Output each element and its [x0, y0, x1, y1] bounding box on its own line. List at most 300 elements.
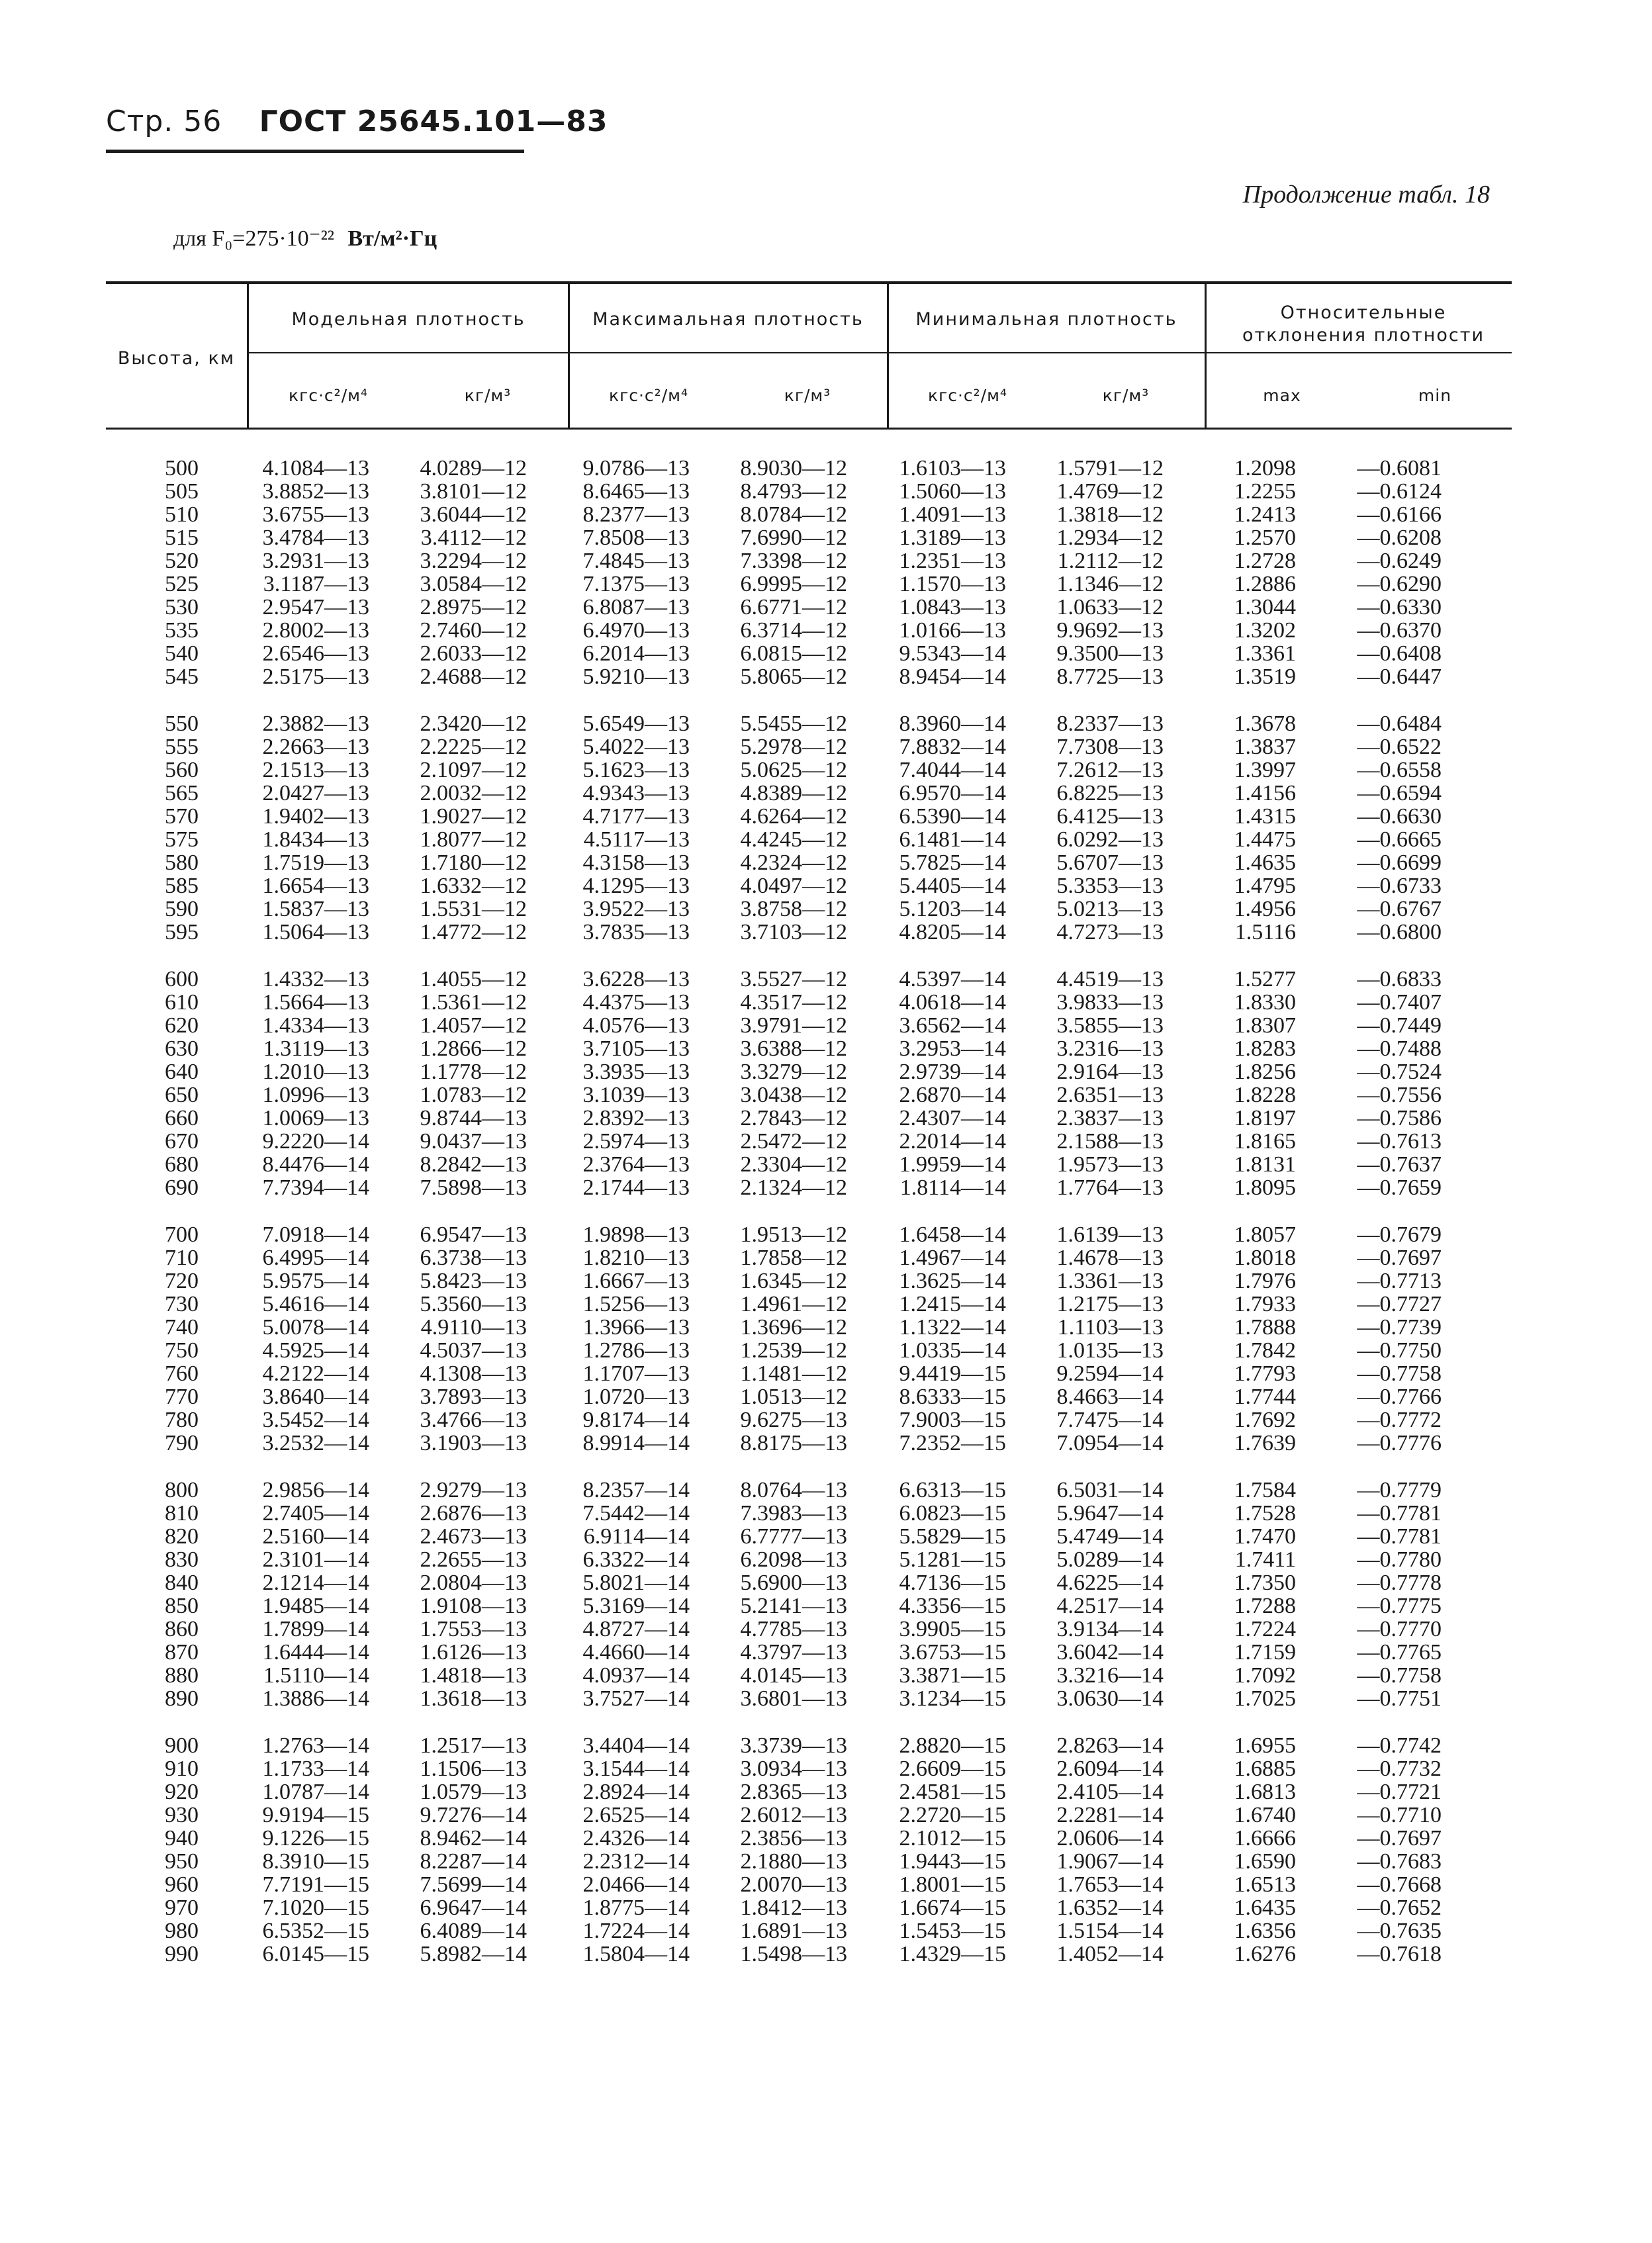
dev-min-cell: —0.6630 [1357, 804, 1442, 829]
min-kg-cell: 3.2316—13 [1056, 1036, 1164, 1061]
min-kgs-cell: 1.4967—14 [899, 1246, 1006, 1270]
dev-max-cell: 1.6435 [1234, 1896, 1296, 1920]
group-divider [248, 352, 568, 353]
model-kgs-cell: 1.3886—14 [262, 1686, 369, 1711]
model-kg-cell: 1.7553—13 [420, 1617, 527, 1641]
min-kgs-cell: 5.1281—15 [899, 1547, 1006, 1572]
min-kgs-cell: 5.5829—15 [899, 1524, 1006, 1549]
model-kgs-cell: 7.7394—14 [262, 1175, 369, 1200]
max-kg-cell: 8.8175—13 [740, 1431, 847, 1455]
min-kgs-cell: 1.2351—13 [899, 549, 1006, 573]
model-kgs-cell: 2.6546—13 [262, 641, 369, 666]
dev-max-cell: 1.4315 [1234, 804, 1296, 829]
model-kgs-cell: 1.0787—14 [262, 1780, 369, 1804]
max-kg-cell: 6.2098—13 [740, 1547, 847, 1572]
dev-min-cell: —0.7683 [1357, 1849, 1442, 1874]
min-kgs-cell: 3.6562—14 [899, 1013, 1006, 1038]
min-kgs-cell: 1.1570—13 [899, 572, 1006, 596]
dev-min-cell: —0.7613 [1357, 1129, 1442, 1154]
height-cell: 990 [165, 1942, 199, 1966]
min-kg-cell: 5.0213—13 [1056, 897, 1164, 921]
dev-max-cell: 1.8018 [1234, 1246, 1296, 1270]
max-kgs-cell: 4.4660—14 [582, 1640, 690, 1665]
max-kg-cell: 2.0070—13 [740, 1872, 847, 1897]
min-kgs-cell: 4.7136—15 [899, 1571, 1006, 1595]
dev-min-cell: —0.7775 [1357, 1594, 1442, 1618]
dev-min-cell: —0.7618 [1357, 1942, 1442, 1966]
model-kgs-cell: 3.5452—14 [262, 1408, 369, 1432]
min-kg-cell: 1.2175—13 [1056, 1292, 1164, 1316]
unit-header: кг/м³ [1102, 386, 1150, 405]
model-kg-cell: 1.1506—13 [420, 1757, 527, 1781]
max-kgs-cell: 2.3764—13 [582, 1152, 690, 1177]
model-kg-cell: 7.5699—14 [420, 1872, 527, 1897]
min-kgs-cell: 4.3356—15 [899, 1594, 1006, 1618]
min-kg-cell: 1.2112—12 [1057, 549, 1164, 573]
height-cell: 610 [165, 990, 199, 1015]
min-kgs-cell: 2.6870—14 [899, 1083, 1006, 1107]
max-kg-cell: 3.6388—12 [740, 1036, 847, 1061]
max-kgs-cell: 1.5256—13 [582, 1292, 690, 1316]
max-kg-cell: 4.6264—12 [740, 804, 847, 829]
max-kg-cell: 3.5527—12 [740, 967, 847, 991]
dev-max-cell: 1.6276 [1234, 1942, 1296, 1966]
model-kgs-cell: 1.2763—14 [262, 1733, 369, 1758]
dev-max-cell: 1.7528 [1234, 1501, 1296, 1526]
height-cell: 880 [165, 1663, 199, 1688]
table-row [106, 1176, 1512, 1199]
min-kgs-cell: 6.6313—15 [899, 1478, 1006, 1502]
max-kg-cell: 8.9030—12 [740, 456, 847, 481]
max-kg-cell: 1.1481—12 [740, 1361, 847, 1386]
model-kg-cell: 5.3560—13 [420, 1292, 527, 1316]
dev-max-cell: 1.4156 [1234, 781, 1296, 805]
dev-max-cell: 1.6740 [1234, 1803, 1296, 1827]
table-row [106, 480, 1512, 503]
model-kgs-cell: 2.8002—13 [262, 618, 369, 643]
max-kg-cell: 2.3856—13 [740, 1826, 847, 1851]
max-kgs-cell: 4.7177—13 [582, 804, 690, 829]
max-kgs-cell: 6.4970—13 [582, 618, 690, 643]
dev-min-cell: —0.6208 [1357, 526, 1442, 550]
model-kg-cell: 3.4112—12 [420, 526, 527, 550]
min-kg-cell: 3.9833—13 [1056, 990, 1164, 1015]
dev-min-cell: —0.7407 [1357, 990, 1442, 1015]
max-kgs-cell: 3.7105—13 [582, 1036, 690, 1061]
max-kg-cell: 3.8758—12 [740, 897, 847, 921]
condition-text: для F₀=275·10⁻²² [173, 226, 340, 251]
max-kgs-cell: 5.8021—14 [582, 1571, 690, 1595]
table-row [106, 991, 1512, 1014]
model-kgs-cell: 5.4616—14 [262, 1292, 369, 1316]
dev-min-cell: —0.7449 [1357, 1013, 1442, 1038]
model-kgs-cell: 3.2532—14 [262, 1431, 369, 1455]
max-kgs-cell: 7.8508—13 [582, 526, 690, 550]
dev-max-cell: 1.3044 [1234, 595, 1296, 619]
dev-max-cell: 1.2728 [1234, 549, 1296, 573]
max-kgs-cell: 6.2014—13 [582, 641, 690, 666]
height-cell: 830 [165, 1547, 199, 1572]
max-kg-cell: 4.0145—13 [740, 1663, 847, 1688]
model-kg-cell: 1.1778—12 [420, 1060, 527, 1084]
max-kgs-cell: 3.7527—14 [582, 1686, 690, 1711]
height-cell: 680 [165, 1152, 199, 1177]
height-cell: 595 [165, 920, 199, 944]
max-kg-cell: 2.8365—13 [740, 1780, 847, 1804]
model-kg-cell: 1.8077—12 [420, 827, 527, 852]
dev-max-cell: 1.8131 [1234, 1152, 1296, 1177]
min-kg-cell: 4.4519—13 [1056, 967, 1164, 991]
dev-min-cell: —0.7781 [1357, 1501, 1442, 1526]
min-kg-cell: 1.4769—12 [1056, 479, 1164, 504]
min-kg-cell: 3.5855—13 [1056, 1013, 1164, 1038]
min-kgs-cell: 4.0618—14 [899, 990, 1006, 1015]
max-kg-cell: 1.6891—13 [740, 1919, 847, 1943]
min-kg-cell: 9.2594—14 [1056, 1361, 1164, 1386]
unit-header: min [1418, 386, 1452, 405]
table-row [106, 1432, 1512, 1455]
min-kgs-cell: 8.3960—14 [899, 711, 1006, 736]
table-row [106, 619, 1512, 642]
condition-unit: Вт/м²·Гц [347, 226, 437, 251]
height-cell: 700 [165, 1222, 199, 1247]
max-kg-cell: 7.3398—12 [740, 549, 847, 573]
table-row [106, 828, 1512, 851]
max-kg-cell: 5.6900—13 [740, 1571, 847, 1595]
height-cell: 580 [165, 850, 199, 875]
max-kg-cell: 4.0497—12 [740, 874, 847, 898]
dev-min-cell: —0.7524 [1357, 1060, 1442, 1084]
min-kg-cell: 7.2612—13 [1056, 758, 1164, 782]
height-cell: 920 [165, 1780, 199, 1804]
min-kgs-cell: 1.4329—15 [899, 1942, 1006, 1966]
dev-max-cell: 1.4475 [1234, 827, 1296, 852]
height-cell: 820 [165, 1524, 199, 1549]
dev-max-cell: 1.6356 [1234, 1919, 1296, 1943]
unit-header: кг/м³ [464, 386, 512, 405]
max-kgs-cell: 4.0937—14 [582, 1663, 690, 1688]
dev-min-cell: —0.7781 [1357, 1524, 1442, 1549]
table-row [106, 1827, 1512, 1850]
unit-header: кгс·с²/м⁴ [609, 386, 688, 405]
min-kgs-cell: 3.9905—15 [899, 1617, 1006, 1641]
max-kg-cell: 5.2978—12 [740, 735, 847, 759]
model-kg-cell: 4.9110—13 [420, 1315, 527, 1340]
height-cell: 940 [165, 1826, 199, 1851]
height-cell: 650 [165, 1083, 199, 1107]
max-kgs-cell: 2.6525—14 [582, 1803, 690, 1827]
dev-min-cell: —0.7727 [1357, 1292, 1442, 1316]
height-cell: 930 [165, 1803, 199, 1827]
height-cell: 535 [165, 618, 199, 643]
min-kg-cell: 5.3353—13 [1056, 874, 1164, 898]
max-kg-cell: 3.3739—13 [740, 1733, 847, 1758]
height-cell: 520 [165, 549, 199, 573]
min-kg-cell: 8.4663—14 [1056, 1385, 1164, 1409]
dev-min-cell: —0.7697 [1357, 1246, 1442, 1270]
dev-min-cell: —0.7488 [1357, 1036, 1442, 1061]
max-kg-cell: 7.3983—13 [740, 1501, 847, 1526]
min-kg-cell: 1.4052—14 [1056, 1942, 1164, 1966]
model-kg-cell: 3.7893—13 [420, 1385, 527, 1409]
model-kgs-cell: 2.9547—13 [262, 595, 369, 619]
min-kg-cell: 9.3500—13 [1056, 641, 1164, 666]
min-kg-cell: 2.6094—14 [1056, 1757, 1164, 1781]
min-kgs-cell: 1.9959—14 [899, 1152, 1006, 1177]
model-kg-cell: 2.2655—13 [420, 1547, 527, 1572]
min-kgs-cell: 4.5397—14 [899, 967, 1006, 991]
min-kgs-cell: 2.8820—15 [899, 1733, 1006, 1758]
dev-min-cell: —0.6370 [1357, 618, 1442, 643]
min-kgs-cell: 1.9443—15 [899, 1849, 1006, 1874]
table-row [106, 1223, 1512, 1246]
max-kg-cell: 3.6801—13 [740, 1686, 847, 1711]
model-kgs-cell: 6.5352—15 [262, 1919, 369, 1943]
min-kg-cell: 5.0289—14 [1056, 1547, 1164, 1572]
table-row [106, 921, 1512, 944]
max-kgs-cell: 4.1295—13 [582, 874, 690, 898]
model-kgs-cell: 2.7405—14 [262, 1501, 369, 1526]
model-kgs-cell: 3.8640—14 [262, 1385, 369, 1409]
max-kg-cell: 3.3279—12 [740, 1060, 847, 1084]
page-number: Стр. 56 [106, 105, 222, 138]
max-kgs-cell: 4.3158—13 [582, 850, 690, 875]
max-kgs-cell: 2.0466—14 [582, 1872, 690, 1897]
max-kgs-cell: 1.6667—13 [582, 1269, 690, 1293]
dev-max-cell: 1.6813 [1234, 1780, 1296, 1804]
min-kgs-cell: 5.1203—14 [899, 897, 1006, 921]
model-kg-cell: 1.0783—12 [420, 1083, 527, 1107]
model-kgs-cell: 1.9485—14 [262, 1594, 369, 1618]
height-cell: 600 [165, 967, 199, 991]
height-cell: 870 [165, 1640, 199, 1665]
max-kgs-cell: 6.8087—13 [582, 595, 690, 619]
dev-min-cell: —0.6484 [1357, 711, 1442, 736]
table-row [106, 1594, 1512, 1618]
max-kgs-cell: 2.1744—13 [582, 1175, 690, 1200]
model-kgs-cell: 2.9856—14 [262, 1478, 369, 1502]
max-kg-cell: 4.3517—12 [740, 990, 847, 1015]
table-row [106, 1060, 1512, 1083]
table-continuation-note: Продолжение табл. 18 [1242, 181, 1490, 208]
table-row [106, 596, 1512, 619]
height-cell: 750 [165, 1338, 199, 1363]
height-cell: 525 [165, 572, 199, 596]
table-row [106, 1896, 1512, 1919]
model-kg-cell: 1.9027—12 [420, 804, 527, 829]
min-kgs-cell: 3.6753—15 [899, 1640, 1006, 1665]
dev-max-cell: 1.8095 [1234, 1175, 1296, 1200]
min-kgs-cell: 1.5060—13 [899, 479, 1006, 504]
table-row [106, 1687, 1512, 1710]
min-kgs-cell: 2.4307—14 [899, 1106, 1006, 1130]
table-row [106, 1107, 1512, 1130]
min-kgs-cell: 1.5453—15 [899, 1919, 1006, 1943]
model-kg-cell: 1.2866—12 [420, 1036, 527, 1061]
min-kgs-cell: 5.7825—14 [899, 850, 1006, 875]
max-kg-cell: 1.3696—12 [740, 1315, 847, 1340]
model-kg-cell: 1.2517—13 [420, 1733, 527, 1758]
max-kgs-cell: 1.5804—14 [582, 1942, 690, 1966]
dev-min-cell: —0.6290 [1357, 572, 1442, 596]
dev-max-cell: 1.2098 [1234, 456, 1296, 481]
table-row [106, 1153, 1512, 1176]
height-cell: 530 [165, 595, 199, 619]
table-row [106, 1618, 1512, 1641]
model-kgs-cell: 1.0069—13 [262, 1106, 369, 1130]
model-kgs-cell: 9.1226—15 [262, 1826, 369, 1851]
dev-max-cell: 1.8330 [1234, 990, 1296, 1015]
row-group [106, 457, 1512, 688]
min-kg-cell: 1.5154—14 [1056, 1919, 1164, 1943]
dev-max-cell: 1.2570 [1234, 526, 1296, 550]
table-row [106, 1780, 1512, 1804]
table-row [106, 1408, 1512, 1432]
min-kgs-cell: 1.4091—13 [899, 502, 1006, 527]
table-row [106, 1734, 1512, 1757]
dev-max-cell: 1.7350 [1234, 1571, 1296, 1595]
height-cell: 660 [165, 1106, 199, 1130]
model-kgs-cell: 1.2010—13 [262, 1060, 369, 1084]
max-kgs-cell: 5.3169—14 [582, 1594, 690, 1618]
max-kgs-cell: 3.1544—14 [582, 1757, 690, 1781]
max-kg-cell: 1.5498—13 [740, 1942, 847, 1966]
dev-min-cell: —0.7742 [1357, 1733, 1442, 1758]
dev-max-cell: 1.5116 [1234, 920, 1296, 944]
dev-min-cell: —0.7668 [1357, 1872, 1442, 1897]
table-row [106, 1850, 1512, 1873]
model-kgs-cell: 9.9194—15 [262, 1803, 369, 1827]
dev-min-cell: —0.6767 [1357, 897, 1442, 921]
min-kg-cell: 1.3818—12 [1056, 502, 1164, 527]
max-kg-cell: 1.7858—12 [740, 1246, 847, 1270]
dev-max-cell: 1.4795 [1234, 874, 1296, 898]
min-kgs-cell: 1.2415—14 [899, 1292, 1006, 1316]
min-kgs-cell: 1.8001—15 [899, 1872, 1006, 1897]
max-kgs-cell: 1.9898—13 [582, 1222, 690, 1247]
model-kg-cell: 9.0437—13 [420, 1129, 527, 1154]
model-kgs-cell: 3.6755—13 [262, 502, 369, 527]
min-kg-cell: 6.5031—14 [1056, 1478, 1164, 1502]
dev-min-cell: —0.6733 [1357, 874, 1442, 898]
table-row [106, 1919, 1512, 1943]
min-kg-cell: 3.0630—14 [1056, 1686, 1164, 1711]
height-cell: 690 [165, 1175, 199, 1200]
dev-max-cell: 1.7092 [1234, 1663, 1296, 1688]
group-divider [1206, 352, 1512, 353]
table-row [106, 1385, 1512, 1408]
table-row [106, 874, 1512, 897]
dev-max-cell: 1.7411 [1234, 1547, 1296, 1572]
model-kg-cell: 1.7180—12 [420, 850, 527, 875]
model-kgs-cell: 2.1513—13 [262, 758, 369, 782]
unit-header: кгс·с²/м⁴ [289, 386, 368, 405]
model-kg-cell: 6.3738—13 [420, 1246, 527, 1270]
dev-max-cell: 1.8165 [1234, 1129, 1296, 1154]
max-kgs-cell: 8.9914—14 [582, 1431, 690, 1455]
model-kgs-cell: 1.6654—13 [262, 874, 369, 898]
table-row [106, 1943, 1512, 1966]
model-kgs-cell: 1.4334—13 [262, 1013, 369, 1038]
max-kgs-cell: 8.2377—13 [582, 502, 690, 527]
min-kgs-cell: 6.0823—15 [899, 1501, 1006, 1526]
max-kgs-cell: 3.9522—13 [582, 897, 690, 921]
dev-min-cell: —0.7721 [1357, 1780, 1442, 1804]
dev-max-cell: 1.8228 [1234, 1083, 1296, 1107]
max-kgs-cell: 6.9114—14 [583, 1524, 690, 1549]
max-kg-cell: 2.1880—13 [740, 1849, 847, 1874]
model-kg-cell: 2.4673—13 [420, 1524, 527, 1549]
dev-min-cell: —0.7776 [1357, 1431, 1442, 1455]
model-kg-cell: 2.6876—13 [420, 1501, 527, 1526]
model-kg-cell: 6.9647—14 [420, 1896, 527, 1920]
table-row [106, 457, 1512, 480]
dev-min-cell: —0.6330 [1357, 595, 1442, 619]
height-cell: 620 [165, 1013, 199, 1038]
model-kg-cell: 9.7276—14 [420, 1803, 527, 1827]
table-row [106, 735, 1512, 758]
max-kgs-cell: 1.2786—13 [582, 1338, 690, 1363]
model-kg-cell: 5.8982—14 [420, 1942, 527, 1966]
model-kgs-cell: 2.1214—14 [262, 1571, 369, 1595]
model-kg-cell: 2.3420—12 [420, 711, 527, 736]
max-kgs-cell: 5.1623—13 [582, 758, 690, 782]
model-kg-cell: 1.4772—12 [420, 920, 527, 944]
unit-header: max [1263, 386, 1301, 405]
dev-max-cell: 1.8283 [1234, 1036, 1296, 1061]
dev-min-cell: —0.6249 [1357, 549, 1442, 573]
height-cell: 545 [165, 664, 199, 689]
model-kgs-cell: 7.7191—15 [262, 1872, 369, 1897]
model-kg-cell: 1.4057—12 [420, 1013, 527, 1038]
height-cell: 970 [165, 1896, 199, 1920]
dev-min-cell: —0.7765 [1357, 1640, 1442, 1665]
group-divider [569, 352, 887, 353]
model-kg-cell: 3.8101—12 [420, 479, 527, 504]
model-kgs-cell: 2.2663—13 [262, 735, 369, 759]
dev-max-cell: 1.2413 [1234, 502, 1296, 527]
dev-min-cell: —0.6081 [1357, 456, 1442, 481]
dev-max-cell: 1.8307 [1234, 1013, 1296, 1038]
dev-max-cell: 1.2255 [1234, 479, 1296, 504]
dev-max-cell: 1.7584 [1234, 1478, 1296, 1502]
max-kg-cell: 2.1324—12 [740, 1175, 847, 1200]
min-kgs-cell: 1.3189—13 [899, 526, 1006, 550]
model-kgs-cell: 6.4995—14 [262, 1246, 369, 1270]
min-kgs-cell: 2.6609—15 [899, 1757, 1006, 1781]
model-kg-cell: 2.9279—13 [420, 1478, 527, 1502]
height-cell: 790 [165, 1431, 199, 1455]
dev-min-cell: —0.7652 [1357, 1896, 1442, 1920]
group-divider [888, 352, 1205, 353]
model-kg-cell: 4.0289—12 [420, 456, 527, 481]
height-cell: 710 [165, 1246, 199, 1270]
min-kg-cell: 4.6225—14 [1056, 1571, 1164, 1595]
dev-max-cell: 1.3997 [1234, 758, 1296, 782]
model-kgs-cell: 7.1020—15 [262, 1896, 369, 1920]
model-kgs-cell: 9.2220—14 [262, 1129, 369, 1154]
model-kgs-cell: 1.6444—14 [262, 1640, 369, 1665]
max-kg-cell: 2.3304—12 [740, 1152, 847, 1177]
min-kgs-cell: 8.9454—14 [899, 664, 1006, 689]
max-kg-cell: 1.0513—12 [740, 1385, 847, 1409]
height-cell: 560 [165, 758, 199, 782]
max-kgs-cell: 3.1039—13 [582, 1083, 690, 1107]
column-divider [247, 283, 249, 428]
dev-max-cell: 1.3202 [1234, 618, 1296, 643]
max-kg-cell: 3.0934—13 [740, 1757, 847, 1781]
table-row [106, 1316, 1512, 1339]
